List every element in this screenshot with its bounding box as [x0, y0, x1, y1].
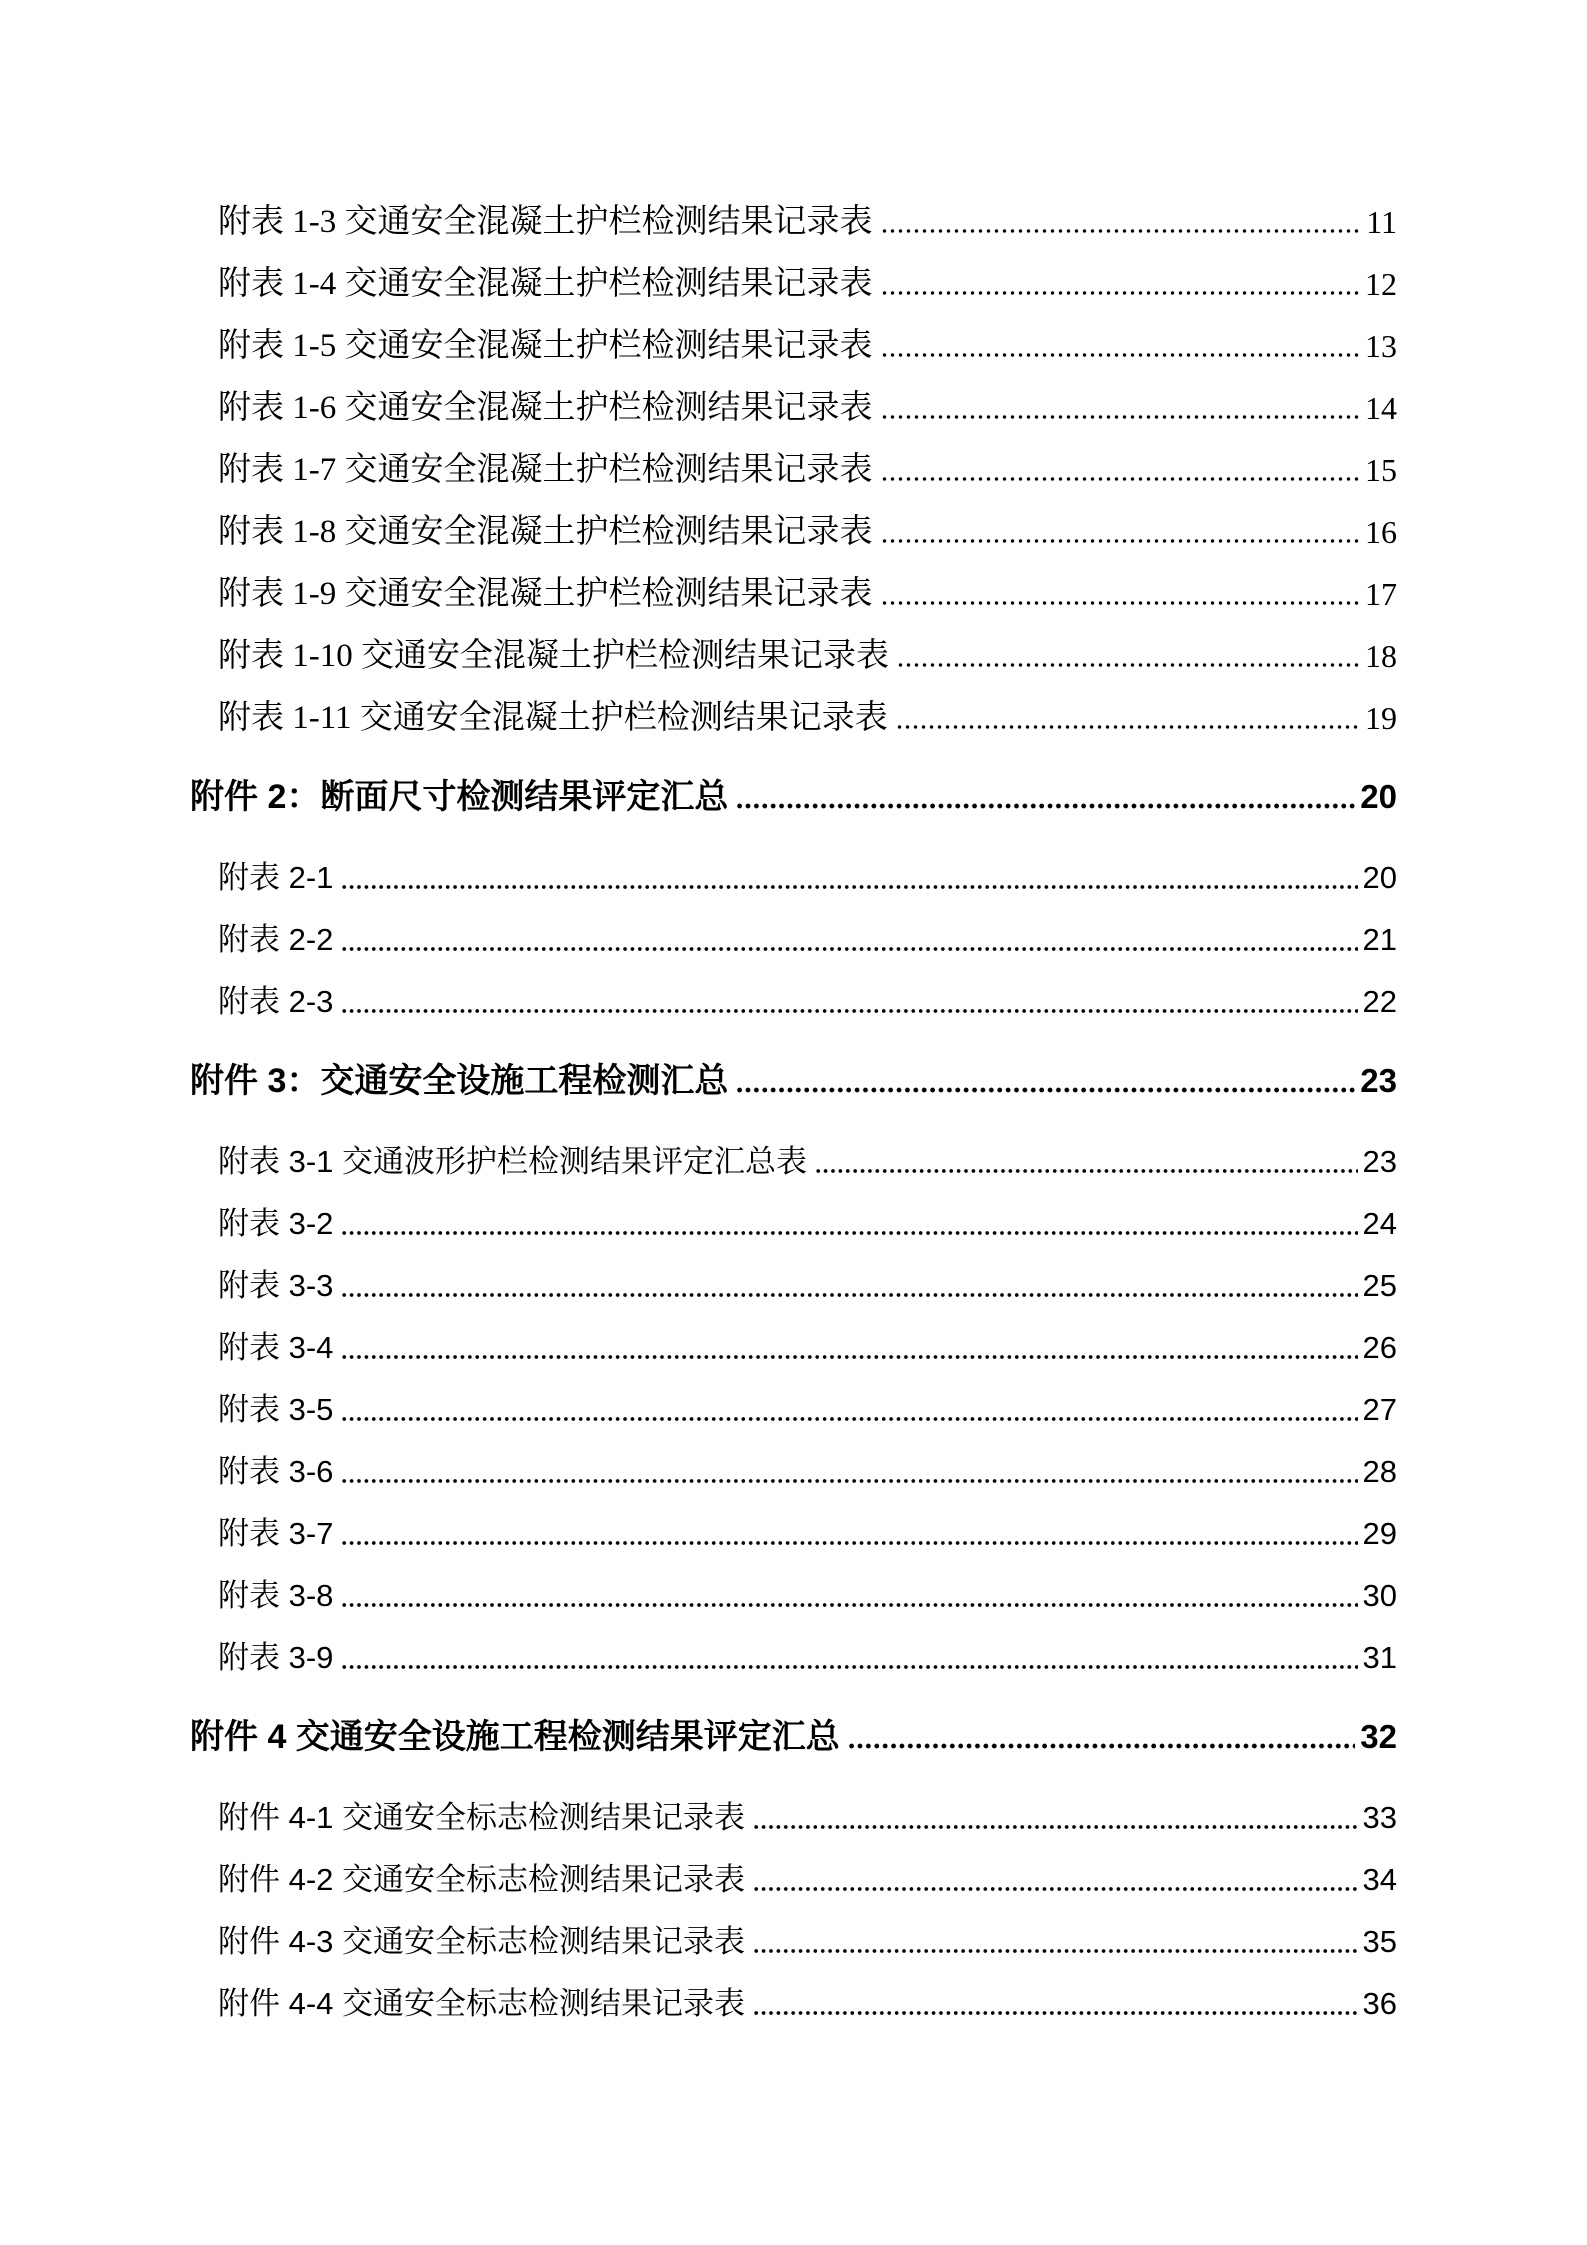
toc-heading-page: 32 — [1360, 1718, 1397, 1755]
toc-entry-page: 13 — [1365, 328, 1397, 364]
toc-entry-page: 29 — [1362, 1516, 1397, 1551]
toc-entry[interactable] — [190, 847, 1397, 909]
toc-entry[interactable] — [190, 315, 1397, 377]
toc-heading-label: 附件 3：交通安全设施工程检测汇总 — [190, 1062, 729, 1100]
toc-entry[interactable] — [190, 439, 1397, 501]
toc-entry-page: 30 — [1362, 1578, 1397, 1613]
toc-entry-label: 附表 3-6 — [218, 1454, 334, 1489]
toc-entry-page: 22 — [1362, 984, 1397, 1019]
toc-entry-label: 附表 1-3 交通安全混凝土护栏检测结果记录表 — [218, 204, 873, 240]
toc-entry-label: 附表 1-5 交通安全混凝土护栏检测结果记录表 — [218, 328, 873, 364]
dot-leader — [881, 475, 1361, 483]
dot-leader — [881, 537, 1361, 545]
toc-entry-label: 附表 3-8 — [218, 1578, 334, 1613]
table-of-contents — [190, 191, 1397, 2035]
toc-entry[interactable] — [190, 1787, 1397, 1849]
toc-entry-page: 17 — [1365, 576, 1397, 612]
dot-leader — [753, 1823, 1357, 1831]
toc-entry-label: 附表 1-4 交通安全混凝土护栏检测结果记录表 — [218, 266, 873, 302]
toc-section-heading[interactable] — [190, 1050, 1397, 1112]
toc-entry-label: 附表 1-9 交通安全混凝土护栏检测结果记录表 — [218, 576, 873, 612]
toc-entry-page: 27 — [1362, 1392, 1397, 1427]
toc-entry[interactable] — [190, 1255, 1397, 1317]
toc-entry-page: 24 — [1362, 1206, 1397, 1241]
toc-entry[interactable] — [190, 253, 1397, 315]
toc-entry[interactable] — [190, 191, 1397, 253]
toc-entry-page: 18 — [1365, 638, 1397, 674]
toc-entry-page: 11 — [1366, 204, 1397, 240]
dot-leader — [736, 802, 1355, 810]
dot-leader — [341, 1353, 1357, 1361]
toc-entry-page: 12 — [1365, 266, 1397, 302]
toc-entry[interactable] — [190, 1627, 1397, 1689]
toc-entry-page: 21 — [1362, 922, 1397, 957]
toc-entry-page: 34 — [1362, 1862, 1397, 1897]
toc-heading-page: 20 — [1360, 778, 1397, 815]
toc-entry-label: 附表 2-1 — [218, 860, 334, 895]
toc-heading-label: 附件 4 交通安全设施工程检测结果评定汇总 — [190, 1718, 840, 1756]
dot-leader — [341, 1663, 1357, 1671]
toc-entry[interactable] — [190, 971, 1397, 1033]
dot-leader — [881, 413, 1361, 421]
dot-leader — [341, 1291, 1357, 1299]
dot-leader — [341, 1007, 1357, 1015]
dot-leader — [341, 1477, 1357, 1485]
dot-leader — [753, 1947, 1357, 1955]
toc-entry-page: 31 — [1362, 1640, 1397, 1675]
toc-entry-label: 附件 4-2 交通安全标志检测结果记录表 — [218, 1862, 746, 1897]
toc-entry-label: 附表 1-8 交通安全混凝土护栏检测结果记录表 — [218, 514, 873, 550]
toc-entry-page: 36 — [1362, 1986, 1397, 2021]
dot-leader — [736, 1086, 1355, 1094]
dot-leader — [753, 1885, 1357, 1893]
toc-entry[interactable] — [190, 377, 1397, 439]
dot-leader — [753, 2009, 1357, 2017]
dot-leader — [341, 945, 1357, 953]
toc-entry[interactable] — [190, 687, 1397, 749]
dot-leader — [341, 1229, 1357, 1237]
dot-leader — [848, 1742, 1355, 1750]
toc-entry[interactable] — [190, 563, 1397, 625]
toc-entry-label: 附表 2-2 — [218, 922, 334, 957]
dot-leader — [881, 227, 1362, 235]
toc-entry-label: 附件 4-3 交通安全标志检测结果记录表 — [218, 1924, 746, 1959]
toc-entry-page: 16 — [1365, 514, 1397, 550]
toc-entry-page: 26 — [1362, 1330, 1397, 1365]
toc-section-heading[interactable] — [190, 1706, 1397, 1768]
toc-heading-page: 23 — [1360, 1062, 1397, 1099]
toc-entry[interactable] — [190, 909, 1397, 971]
toc-entry-label: 附件 4-4 交通安全标志检测结果记录表 — [218, 1986, 746, 2021]
toc-entry-page: 19 — [1365, 700, 1397, 736]
dot-leader — [341, 1601, 1357, 1609]
toc-entry-page: 14 — [1365, 390, 1397, 426]
toc-entry-label: 附表 1-6 交通安全混凝土护栏检测结果记录表 — [218, 390, 873, 426]
toc-entry[interactable] — [190, 1911, 1397, 1973]
toc-entry-page: 15 — [1365, 452, 1397, 488]
toc-entry[interactable] — [190, 1973, 1397, 2035]
toc-entry-label: 附表 3-1 交通波形护栏检测结果评定汇总表 — [218, 1144, 808, 1179]
dot-leader — [897, 661, 1360, 669]
toc-entry-label: 附表 1-10 交通安全混凝土护栏检测结果记录表 — [218, 638, 889, 674]
toc-entry-page: 23 — [1362, 1144, 1397, 1179]
toc-entry[interactable] — [190, 1317, 1397, 1379]
dot-leader — [881, 599, 1361, 607]
toc-heading-label: 附件 2：断面尺寸检测结果评定汇总 — [190, 778, 729, 816]
dot-leader — [341, 1539, 1357, 1547]
toc-entry-page: 20 — [1362, 860, 1397, 895]
toc-entry[interactable] — [190, 1131, 1397, 1193]
toc-entry-label: 附表 3-9 — [218, 1640, 334, 1675]
toc-entry-page: 25 — [1362, 1268, 1397, 1303]
toc-entry-label: 附表 1-7 交通安全混凝土护栏检测结果记录表 — [218, 452, 873, 488]
toc-entry[interactable] — [190, 1503, 1397, 1565]
toc-entry-label: 附表 3-2 — [218, 1206, 334, 1241]
toc-entry[interactable] — [190, 1849, 1397, 1911]
toc-entry-label: 附表 3-5 — [218, 1392, 334, 1427]
toc-entry[interactable] — [190, 1441, 1397, 1503]
dot-leader — [341, 883, 1357, 891]
toc-entry-label: 附表 2-3 — [218, 984, 334, 1019]
toc-entry-label: 附表 1-11 交通安全混凝土护栏检测结果记录表 — [218, 700, 888, 736]
toc-section-heading[interactable] — [190, 766, 1397, 828]
dot-leader — [896, 723, 1360, 731]
toc-entry-page: 35 — [1362, 1924, 1397, 1959]
toc-entry[interactable] — [190, 501, 1397, 563]
toc-entry-page: 33 — [1362, 1800, 1397, 1835]
toc-entry-label: 附表 3-4 — [218, 1330, 334, 1365]
toc-entry[interactable] — [190, 1565, 1397, 1627]
dot-leader — [341, 1415, 1357, 1423]
toc-entry-label: 附表 3-3 — [218, 1268, 334, 1303]
toc-entry-label: 附表 3-7 — [218, 1516, 334, 1551]
toc-entry[interactable] — [190, 625, 1397, 687]
toc-entry-page: 28 — [1362, 1454, 1397, 1489]
toc-entry[interactable] — [190, 1193, 1397, 1255]
toc-entry-label: 附件 4-1 交通安全标志检测结果记录表 — [218, 1800, 746, 1835]
toc-entry[interactable] — [190, 1379, 1397, 1441]
dot-leader — [815, 1167, 1357, 1175]
dot-leader — [881, 351, 1361, 359]
dot-leader — [881, 289, 1361, 297]
